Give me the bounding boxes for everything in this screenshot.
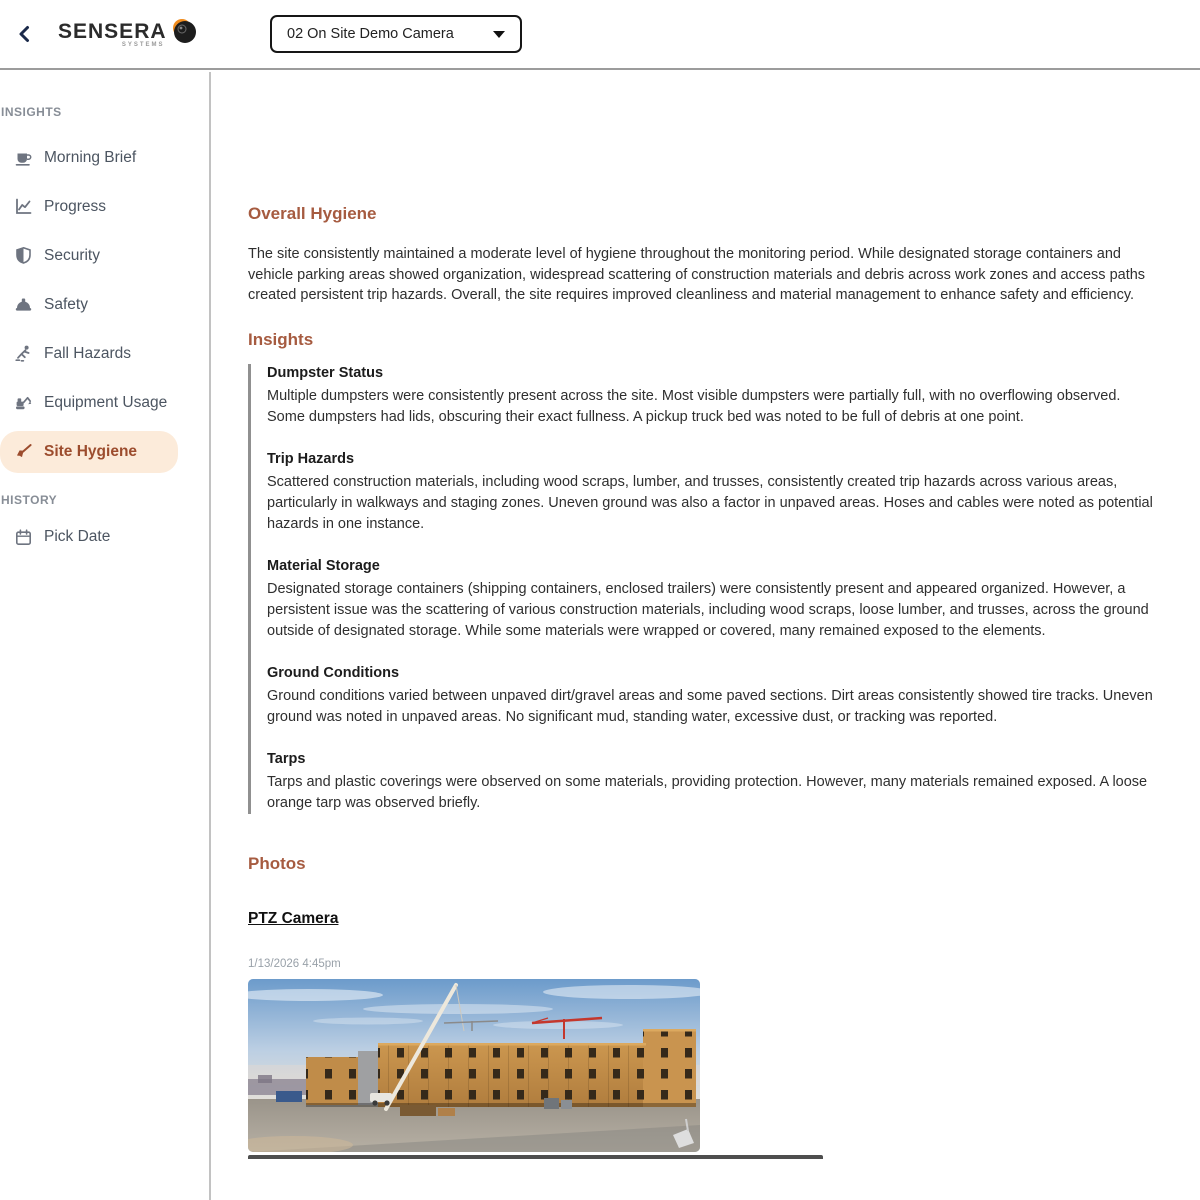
sidebar-item-security[interactable] xyxy=(0,231,209,280)
insight-title: Dumpster Status xyxy=(267,364,384,381)
insight-item-tarps xyxy=(267,750,1156,814)
insight-body: Multiple dumpsters were consistently present across the site. Most visible dumpsters were partially full, with no overflowing observed. Some dumpsters had lids, obscuring their exact fullness. A pickup truck bed was noted to be full of debris at one point. xyxy=(267,387,1121,425)
sidebar-item-label: Safety xyxy=(44,295,88,313)
report-content xyxy=(248,70,1156,1159)
insight-item-material-storage xyxy=(267,557,1156,642)
sidebar-item-label: Security xyxy=(44,246,100,264)
brand-wordmark: SENSERA xyxy=(58,20,167,43)
insight-body: Ground conditions varied between unpaved dirt/gravel areas and some paved sections. Dirt areas consistently showed tire tracks. Uneven ground was noted in unpaved areas. No significant mud, standing water, excessive dust, or tracking was reported. xyxy=(267,687,1153,725)
line-chart-icon xyxy=(14,197,33,216)
photos-title: Photos xyxy=(248,853,306,873)
insight-body: Designated storage containers (shipping containers, enclosed trailers) were consistently present and appeared organized. However, a persistent issue was the scattering of various construction materials, including wood scraps, loose lumber, and trusses, across the ground outside of designated storage. While some materials were wrapped or covered, many remained exposed to the elements. xyxy=(267,580,1149,639)
sidebar xyxy=(0,72,211,1200)
insight-body: Tarps and plastic coverings were observed on some materials, providing protection. However, many materials remained exposed. A loose orange tarp was observed briefly. xyxy=(267,773,1148,811)
sidebar-section-insights: INSIGHTS xyxy=(1,105,62,119)
insight-title: Material Storage xyxy=(267,557,380,574)
sidebar-item-morning-brief[interactable] xyxy=(0,133,209,182)
insight-title: Tarps xyxy=(267,750,306,767)
insight-title: Ground Conditions xyxy=(267,664,400,681)
insights-title: Insights xyxy=(248,329,314,349)
camera-lens-icon xyxy=(169,17,199,47)
top-bar xyxy=(0,0,1200,70)
insight-title: Trip Hazards xyxy=(267,450,355,467)
sidebar-item-label: Site Hygiene xyxy=(44,442,138,460)
insights-quote-block xyxy=(248,364,1156,814)
chevron-left-icon xyxy=(16,25,34,43)
sidebar-item-label: Morning Brief xyxy=(44,148,137,166)
falling-person-icon xyxy=(14,344,33,363)
sidebar-item-label: Fall Hazards xyxy=(44,344,131,362)
camera-select-value: 02 On Site Demo Camera xyxy=(287,26,454,42)
overall-hygiene-body: The site consistently maintained a moderate level of hygiene throughout the monitoring period. While designated storage containers and vehicle parking areas showed organization, widespread scattering of construction materials and debris across work zones and access paths created persistent trip hazards. Overall, the site requires improved cleanliness and material management to enhance safety and efficiency. xyxy=(248,246,1146,303)
sidebar-item-label: Progress xyxy=(44,197,107,215)
sidebar-section-history: HISTORY xyxy=(1,492,58,507)
back-button[interactable] xyxy=(10,19,40,49)
sensera-logo xyxy=(58,21,199,47)
calendar-icon xyxy=(14,528,33,547)
shield-icon xyxy=(14,246,33,265)
overall-hygiene-title: Overall Hygiene xyxy=(248,204,377,223)
camera-select-dropdown[interactable] xyxy=(270,15,522,53)
insight-body: Scattered construction materials, including wood scraps, lumber, and trusses, consistently created trip hazards across various areas, particularly in walkways and staging zones. Uneven ground was also a factor in unpaved areas. Hoses and cables were noted as potential hazards in one instance. xyxy=(267,473,1153,532)
sidebar-item-safety[interactable] xyxy=(0,280,209,329)
chevron-down-icon xyxy=(493,31,505,38)
coffee-icon xyxy=(14,148,33,167)
photo-timestamp: 1/13/2026 4:45pm xyxy=(248,957,341,970)
sidebar-item-pick-date[interactable] xyxy=(0,513,209,562)
insight-item-trip-hazards xyxy=(267,450,1156,535)
sidebar-item-label: Equipment Usage xyxy=(44,393,168,411)
excavator-icon xyxy=(14,393,33,412)
sidebar-item-fall-hazards[interactable] xyxy=(0,329,209,378)
sidebar-item-label: Pick Date xyxy=(44,528,111,545)
construction-site-illustration xyxy=(248,979,700,1152)
sidebar-item-site-hygiene[interactable] xyxy=(0,431,178,473)
site-photo-ptz[interactable] xyxy=(248,979,700,1152)
broom-icon xyxy=(14,442,33,461)
hardhat-icon xyxy=(14,295,33,314)
insight-item-ground-conditions xyxy=(267,664,1156,728)
insight-item-dumpster-status xyxy=(267,364,1156,428)
sidebar-item-progress[interactable] xyxy=(0,182,209,231)
sidebar-item-equipment-usage[interactable] xyxy=(0,378,209,427)
brand-sub-label: SYSTEMS xyxy=(121,42,165,48)
ptz-camera-link[interactable]: PTZ Camera xyxy=(248,909,339,927)
next-photo-top-edge xyxy=(248,1155,823,1159)
